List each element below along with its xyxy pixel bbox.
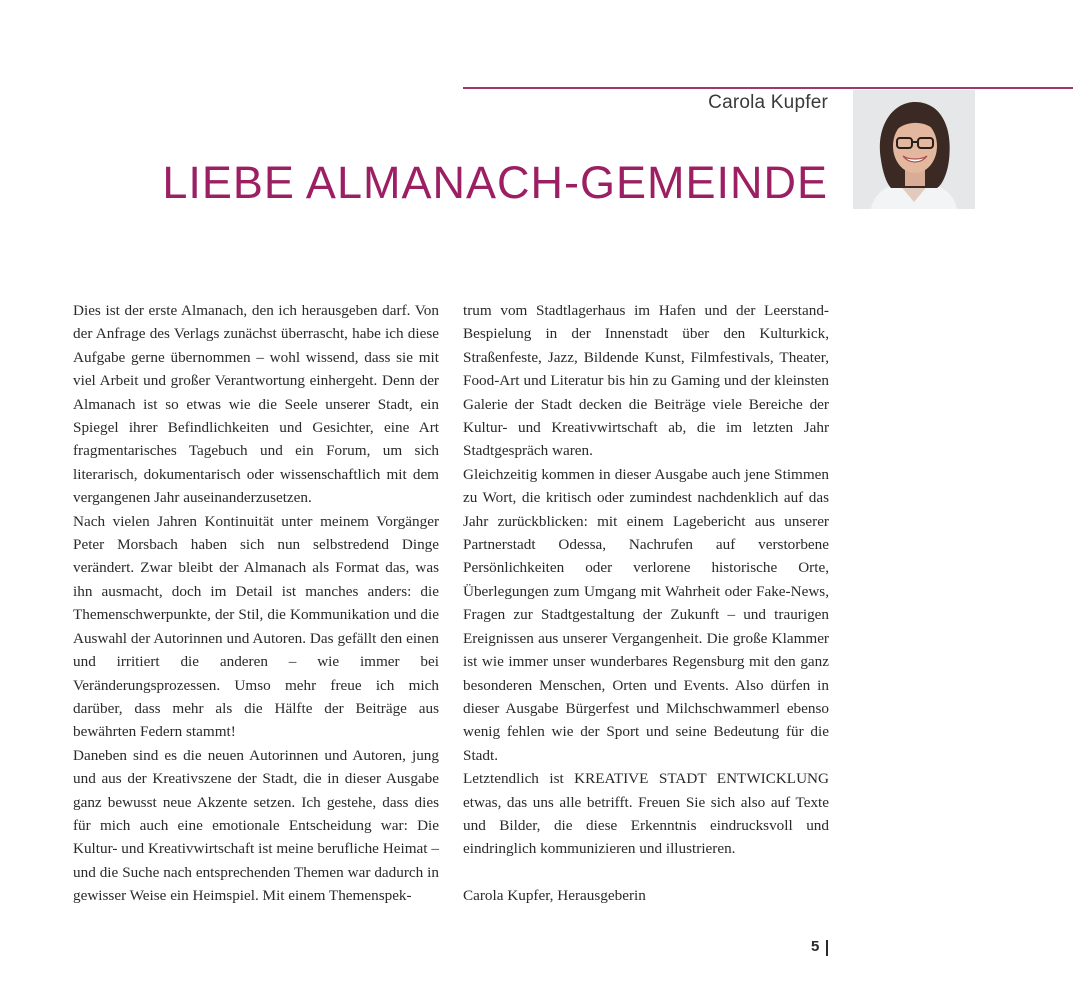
article-paragraph: Letztendlich ist KREATIVE STADT ENTWICKLUNG etwas, das uns alle betrifft. Freuen Sie sich also auf Texte und Bilder, die diese Erkenntnis eindrucksvoll und eindringlich kommunizieren und illustrieren.	[463, 770, 829, 858]
author-name: Carola Kupfer	[708, 92, 828, 113]
article-paragraph: Dies ist der erste Almanach, den ich herausgeben darf. Von der Anfrage des Verlags zunächst überrascht, habe ich diese Aufgabe gerne übernommen – wohl wissend, dass sie mit viel Arbeit und großer Verantwortung einhergeht. Denn der Almanach ist so etwas wie die Seele unserer Stadt, ein Spiegel ihrer Befindlichkeiten und Gesichter, eine Art fragmentarisches Tagebuch und ein Forum, um sich literarisch, dokumentarisch oder wissenschaftlich mit dem vergangenen Jahr auseinanderzusetzen.	[73, 302, 439, 507]
article-paragraph: Daneben sind es die neuen Autorinnen und Autoren, jung und aus der Kreativszene der Stadt, die in dieser Ausgabe ganz bewusst neue Akzente setzen. Ich gestehe, dass dies für mich auch eine emotionale Entscheidung war: Die Kultur- und Kreativwirtschaft ist meine berufliche Heimat – und die Suche nach entsprechenden Themen war dadurch in gewisser Weise ein Heimspiel. Mit einem Themenspek-	[73, 746, 439, 905]
article-column-left	[73, 299, 439, 908]
article-paragraph: Gleichzeitig kommen in dieser Ausgabe auch jene Stimmen zu Wort, die kritisch oder zumindest nachdenklich auf das Jahr zurückblicken: mit einem Lagebericht aus unserer Partnerstadt Odessa, Nachrufen auf verstorbene Persönlichkeiten oder verlorene historische Orte, Überlegungen zum Umgang mit Wahrheit oder Fake-News, Fragen zur Stadtgestaltung der Zukunft – und traurigen Ereignissen aus unserer Vergangenheit. Die große Klammer ist wie immer unser wunderbares Regensburg mit den ganz besonderen Menschen, Orten und Events. Also dürfen in dieser Ausgabe Bürgerfest und Milchschwammerl ebenso wenig fehlen wie der Sport und seine Bedeutung für die Stadt.	[463, 465, 829, 764]
page-title: LIEBE ALMANACH-GEMEINDE	[162, 157, 828, 208]
author-portrait	[853, 90, 975, 209]
signature: Carola Kupfer, Herausgeberin	[463, 887, 646, 905]
portrait-illustration-icon	[853, 90, 975, 209]
header-rule	[463, 87, 1073, 89]
article-paragraph: Nach vielen Jahren Kontinuität unter meinem Vorgänger Peter Morsbach haben sich nun selbstredend Dinge verändert. Zwar bleibt der Almanach als Format das, was ihn ausmacht, doch im Detail ist manches anders: die Themenschwerpunkte, der Stil, die Kommunikation und die Auswahl der Autorinnen und Autoren. Das gefällt den einen und irritiert die anderen – wie immer bei Veränderungsprozessen. Umso mehr freue ich mich darüber, dass mehr als die Hälfte der Beiträge aus bewährten Federn stammt!	[73, 512, 439, 741]
article-column-right	[463, 299, 829, 908]
page-number: 5	[811, 938, 820, 955]
article-paragraph: trum vom Stadtlagerhaus im Hafen und der Leerstand-Bespielung in der Innenstadt über den Kulturkick, Straßenfeste, Jazz, Bildende Kunst, Filmfestivals, Theater, Food-Art und Literatur bis hin zu Gaming und der kleinsten Galerie der Stadt decken die Beiträge viele Bereiche der Kultur- und Kreativwirtschaft ab, die im letzten Jahr Stadtgespräch waren.	[463, 302, 829, 460]
page-number-divider	[826, 940, 828, 956]
